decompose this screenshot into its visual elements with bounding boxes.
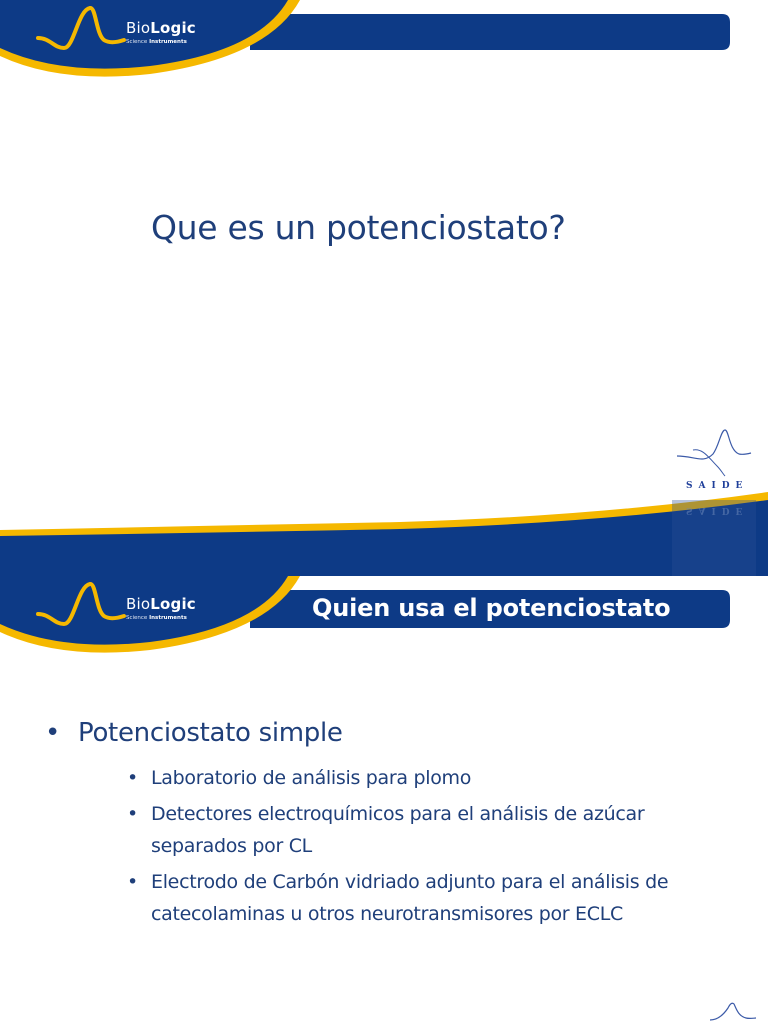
saide-label: SAIDE [686, 481, 749, 491]
slide-header-title: Quien usa el potenciostato [312, 594, 671, 622]
brand-tagline-light: Science [126, 39, 148, 45]
sub-bullet-item [127, 762, 731, 794]
brand-logic: Logic [150, 19, 196, 37]
brand-wordmark [126, 595, 196, 613]
biologic-wave-logo-icon [34, 4, 126, 64]
brand-tagline-bold: Instruments [149, 39, 187, 45]
sub-bullet-item [127, 866, 731, 930]
brand-tagline-light: Science [126, 615, 148, 621]
brand-wordmark [126, 19, 196, 37]
saide-logo-icon [708, 1002, 758, 1024]
brand-logic: Logic [150, 595, 196, 613]
bullet-item [45, 718, 343, 748]
saide-label-reflection: SAIDE [686, 505, 749, 515]
bullet-dot-icon: • [45, 718, 61, 748]
saide-logo-icon [673, 428, 753, 478]
brand-tagline [126, 39, 187, 45]
bullet-dot-icon: • [127, 767, 138, 789]
bullet-dot-icon: • [127, 803, 138, 825]
slide-title-text: Que es un potenciostato? [151, 208, 566, 247]
slide-content [0, 576, 768, 1024]
sub-bullet-item [127, 798, 731, 862]
bullet-text: Potenciostato simple [78, 718, 343, 748]
sub-bullet-text: Laboratorio de análisis para plomo [151, 767, 472, 789]
brand-bio: Bio [126, 19, 151, 37]
brand-tagline [126, 615, 187, 621]
footer-banner [0, 486, 768, 576]
brand-bio: Bio [126, 595, 151, 613]
biologic-wave-logo-icon [34, 580, 126, 640]
sub-bullet-text: Electrodo de Carbón vidriado adjunto para el análisis de catecolaminas u otros neurotransmisores por ECLC [151, 871, 669, 925]
bullet-dot-icon: • [127, 871, 138, 893]
sub-bullet-text: Detectores electroquímicos para el análisis de azúcar separados por CL [151, 803, 645, 857]
brand-tagline-bold: Instruments [149, 615, 187, 621]
